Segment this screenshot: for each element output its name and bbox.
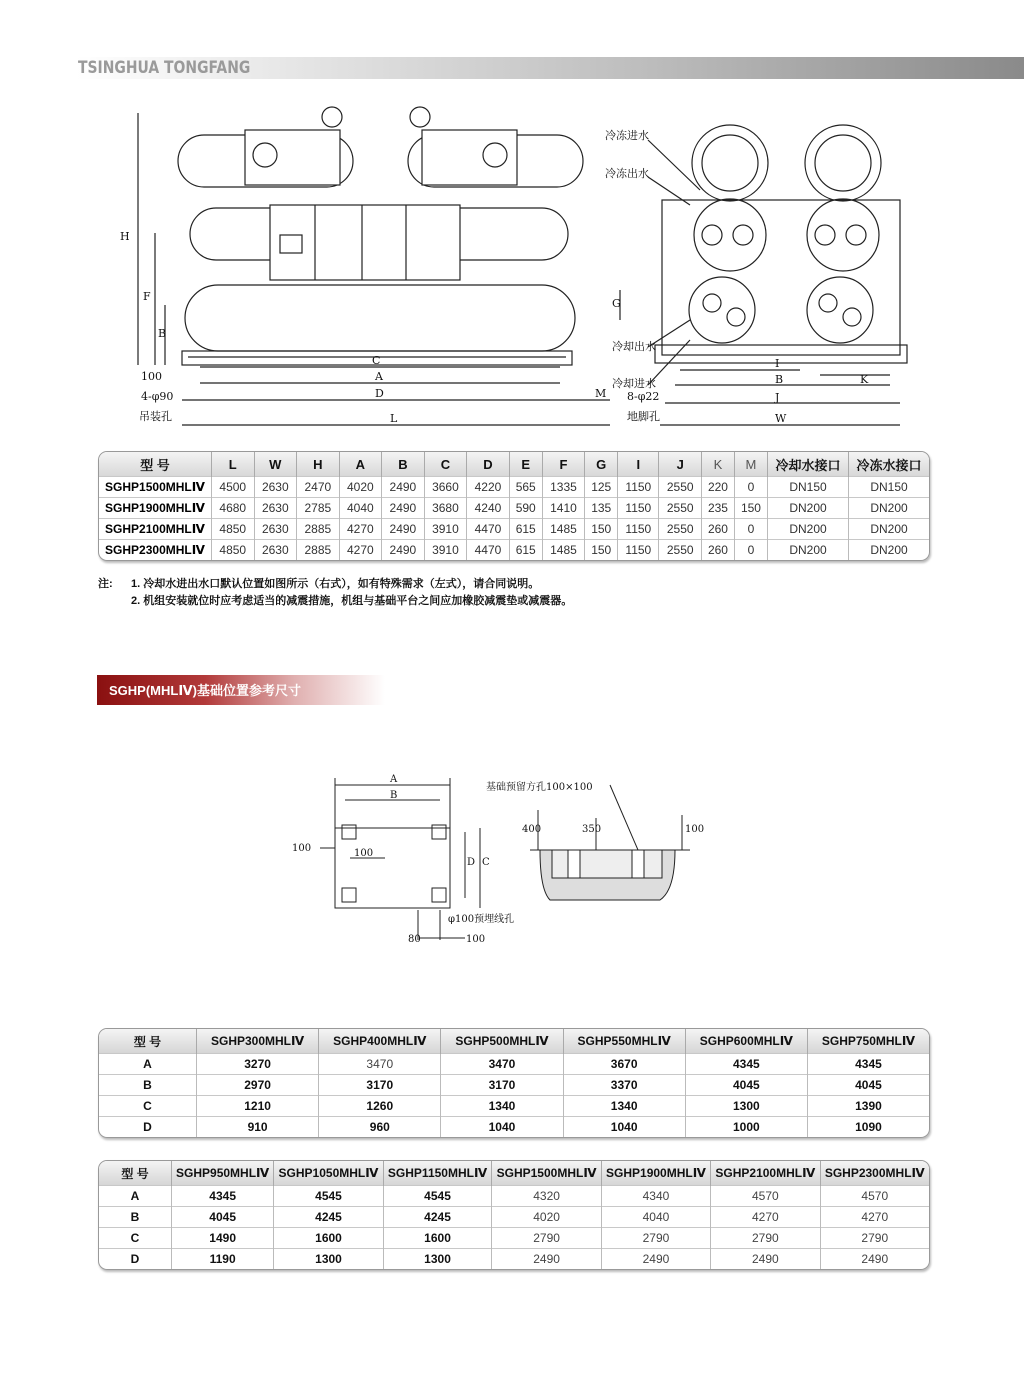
- notes-label: 注:: [98, 578, 113, 590]
- fdn-dim-400: 400: [522, 824, 542, 835]
- table-cell: 4470: [467, 519, 510, 540]
- table-row: [99, 1117, 929, 1138]
- brand-logo: TSINGHUA TONGFANG: [78, 58, 251, 78]
- table-cell: 1490: [172, 1228, 274, 1249]
- table-cell: 3370: [563, 1075, 685, 1096]
- fdn-pit-note: 基础预留方孔100×100: [486, 782, 593, 793]
- table-cell: 3910: [424, 519, 467, 540]
- dim-f: F: [143, 290, 151, 303]
- table-header-row: [99, 1029, 929, 1054]
- table-cell: 615: [509, 519, 542, 540]
- table-cell: 260: [701, 519, 734, 540]
- row-label-cell: SGHP2100MHLⅣ: [99, 519, 212, 540]
- table-cell: 3660: [424, 477, 467, 498]
- row-label-cell: C: [99, 1096, 197, 1117]
- table-cell: 2490: [382, 498, 425, 519]
- table-cell: DN200: [849, 498, 930, 519]
- table-cell: 3470: [441, 1054, 563, 1075]
- table-cell: 1150: [618, 540, 659, 561]
- table-cell: 3470: [319, 1054, 441, 1075]
- th-j: J: [659, 452, 702, 477]
- th-col: SGHP2300MHLⅣ: [820, 1161, 929, 1186]
- table-cell: 260: [701, 540, 734, 561]
- fdn-dim-350: 350: [582, 824, 602, 835]
- note-line-2: 2. 机组安装就位时应考虑适当的减震措施，机组与基础平台之间应加橡胶减震垫或减震器。: [131, 595, 573, 607]
- th-col: SGHP950MHLⅣ: [172, 1161, 274, 1186]
- dim-m: M: [595, 387, 607, 400]
- hole-spec: 4-φ90: [141, 390, 174, 403]
- table-cell: 2630: [254, 540, 297, 561]
- th-col: SGHP550MHLⅣ: [563, 1029, 685, 1054]
- dim-c: C: [372, 354, 381, 367]
- th-g: G: [585, 452, 618, 477]
- table-cell: 4045: [172, 1207, 274, 1228]
- table-cell: DN150: [768, 477, 849, 498]
- table-cell: 1300: [685, 1096, 807, 1117]
- note-line-1: 1. 冷却水进出水口默认位置如图所示（右式），如有特殊需求（左式），请合同说明。: [131, 578, 540, 590]
- table-cell: 0: [734, 477, 767, 498]
- table-cell: 0: [734, 540, 767, 561]
- row-label-cell: A: [99, 1054, 197, 1075]
- row-label-cell: B: [99, 1207, 172, 1228]
- th-col: SGHP1150MHLⅣ: [383, 1161, 492, 1186]
- table-cell: 3270: [197, 1054, 319, 1075]
- table-row: [99, 519, 929, 540]
- th-l: L: [212, 452, 255, 477]
- dim-b: B: [158, 327, 167, 340]
- table-cell: 2490: [711, 1249, 820, 1270]
- th-e: E: [509, 452, 542, 477]
- th-i: I: [618, 452, 659, 477]
- table-cell: 4545: [274, 1186, 383, 1207]
- th-col: SGHP600MHLⅣ: [685, 1029, 807, 1054]
- table-cell: 590: [509, 498, 542, 519]
- table-row: [99, 1096, 929, 1117]
- table-cell: 1300: [274, 1249, 383, 1270]
- fdn-dim-100a: 100: [292, 843, 312, 854]
- table-cell: 4240: [467, 498, 510, 519]
- th-col: SGHP500MHLⅣ: [441, 1029, 563, 1054]
- table-cell: 4545: [383, 1186, 492, 1207]
- table-cell: 4270: [820, 1207, 929, 1228]
- th-k: K: [701, 452, 734, 477]
- th-col: SGHP300MHLⅣ: [197, 1029, 319, 1054]
- table-cell: 150: [734, 498, 767, 519]
- dim-100: 100: [141, 370, 162, 383]
- table-cell: 2550: [659, 540, 702, 561]
- th-f: F: [542, 452, 585, 477]
- th-m: M: [734, 452, 767, 477]
- table-cell: 615: [509, 540, 542, 561]
- table-cell: 1000: [685, 1117, 807, 1138]
- table-cell: 4470: [467, 540, 510, 561]
- table-cell: 1040: [441, 1117, 563, 1138]
- table-cell: 150: [585, 519, 618, 540]
- table-cell: 4040: [601, 1207, 710, 1228]
- table-cell: DN150: [849, 477, 930, 498]
- th-col: SGHP1900MHLⅣ: [601, 1161, 710, 1186]
- dim-d: D: [375, 387, 384, 400]
- foundation-table-2: [98, 1160, 930, 1270]
- table-cell: 235: [701, 498, 734, 519]
- th-b: B: [382, 452, 425, 477]
- dim-g: G: [612, 297, 621, 310]
- table-cell: 4270: [339, 540, 382, 561]
- th-col: SGHP2100MHLⅣ: [711, 1161, 820, 1186]
- row-label-cell: SGHP1500MHLⅣ: [99, 477, 212, 498]
- table-cell: 2490: [492, 1249, 601, 1270]
- chilled-in-label: 冷冻进水: [605, 129, 649, 142]
- table-cell: 2630: [254, 477, 297, 498]
- table-cell: 2885: [297, 540, 340, 561]
- table-cell: 2785: [297, 498, 340, 519]
- table-cell: 4020: [492, 1207, 601, 1228]
- table-cell: 565: [509, 477, 542, 498]
- dim-w: W: [775, 412, 787, 425]
- table-cell: 910: [197, 1117, 319, 1138]
- th-model: 型 号: [99, 1161, 172, 1186]
- table-cell: 4270: [711, 1207, 820, 1228]
- cool-out-label: 冷却出水: [612, 340, 656, 353]
- table-cell: 125: [585, 477, 618, 498]
- row-label-cell: SGHP2300MHLⅣ: [99, 540, 212, 561]
- th-c: C: [424, 452, 467, 477]
- fdn-dim-80: 80: [408, 934, 421, 945]
- table-cell: 1090: [807, 1117, 929, 1138]
- th-col: SGHP750MHLⅣ: [807, 1029, 929, 1054]
- table-cell: 0: [734, 519, 767, 540]
- anchor-spec: 8-φ22: [627, 390, 660, 403]
- table-cell: 2550: [659, 519, 702, 540]
- th-model: 型 号: [99, 452, 212, 477]
- dim-j: J: [775, 391, 780, 404]
- th-d: D: [467, 452, 510, 477]
- table-row: [99, 1249, 929, 1270]
- table-cell: 1335: [542, 477, 585, 498]
- table-cell: 135: [585, 498, 618, 519]
- fdn-dim-c: C: [482, 857, 490, 868]
- dim-k: K: [860, 373, 869, 386]
- th-h: H: [297, 452, 340, 477]
- th-a: A: [339, 452, 382, 477]
- table-cell: 1485: [542, 519, 585, 540]
- dimensions-table: [98, 451, 930, 561]
- table-cell: 3910: [424, 540, 467, 561]
- table-cell: 2630: [254, 498, 297, 519]
- row-label-cell: SGHP1900MHLⅣ: [99, 498, 212, 519]
- table-cell: 4020: [339, 477, 382, 498]
- table-cell: 4345: [172, 1186, 274, 1207]
- table-header-row: [99, 1161, 929, 1186]
- foundation-drawing: [290, 770, 710, 955]
- table-cell: 1150: [618, 477, 659, 498]
- table-row: [99, 498, 929, 519]
- table-header-row: [99, 452, 929, 477]
- row-label-cell: D: [99, 1117, 197, 1138]
- table-cell: 2790: [820, 1228, 929, 1249]
- th-col: SGHP1500MHLⅣ: [492, 1161, 601, 1186]
- foundation-table-1: [98, 1028, 930, 1138]
- table-cell: 2885: [297, 519, 340, 540]
- table-row: [99, 1207, 929, 1228]
- table-row: [99, 1075, 929, 1096]
- table-cell: 1040: [563, 1117, 685, 1138]
- table-cell: 3170: [319, 1075, 441, 1096]
- chilled-out-label: 冷冻出水: [605, 167, 649, 180]
- table-cell: 2490: [601, 1249, 710, 1270]
- table-cell: 3170: [441, 1075, 563, 1096]
- th-col: SGHP400MHLⅣ: [319, 1029, 441, 1054]
- th-w: W: [254, 452, 297, 477]
- anchor-label: 地脚孔: [627, 410, 660, 423]
- table-cell: 4245: [274, 1207, 383, 1228]
- table-row: [99, 477, 929, 498]
- table-cell: 4570: [711, 1186, 820, 1207]
- table-cell: 2550: [659, 498, 702, 519]
- th-model: 型 号: [99, 1029, 197, 1054]
- table-cell: 1210: [197, 1096, 319, 1117]
- table-cell: DN200: [849, 519, 930, 540]
- row-label-cell: C: [99, 1228, 172, 1249]
- table-cell: 2490: [382, 519, 425, 540]
- table-cell: DN200: [768, 498, 849, 519]
- table-cell: DN200: [768, 540, 849, 561]
- table-cell: 2790: [492, 1228, 601, 1249]
- table-cell: 4850: [212, 519, 255, 540]
- dim-a: A: [375, 370, 383, 383]
- th-cooling-port: 冷却水接口: [768, 452, 849, 477]
- fdn-dim-100c: 100: [466, 934, 486, 945]
- table-cell: 2490: [820, 1249, 929, 1270]
- table-cell: 4500: [212, 477, 255, 498]
- table-cell: 960: [319, 1117, 441, 1138]
- lift-hole-label: 吊装孔: [139, 410, 172, 423]
- table-cell: 1485: [542, 540, 585, 561]
- dim-b-side: B: [775, 373, 784, 386]
- table-row: [99, 540, 929, 561]
- table-cell: 4270: [339, 519, 382, 540]
- table-row: [99, 1054, 929, 1075]
- table-cell: 2490: [382, 477, 425, 498]
- table-cell: 1190: [172, 1249, 274, 1270]
- table-cell: 4040: [339, 498, 382, 519]
- table-cell: 1150: [618, 498, 659, 519]
- dim-i: I: [775, 357, 780, 370]
- table-cell: 1340: [441, 1096, 563, 1117]
- table-cell: 4245: [383, 1207, 492, 1228]
- table-cell: 2470: [297, 477, 340, 498]
- table-cell: 1260: [319, 1096, 441, 1117]
- table-cell: 3670: [563, 1054, 685, 1075]
- th-col: SGHP1050MHLⅣ: [274, 1161, 383, 1186]
- table-cell: 2790: [601, 1228, 710, 1249]
- fdn-dim-100b: 100: [354, 848, 374, 859]
- table-row: [99, 1228, 929, 1249]
- dim-h: H: [120, 230, 130, 243]
- row-label-cell: D: [99, 1249, 172, 1270]
- table-cell: 2630: [254, 519, 297, 540]
- section-title: SGHP(MHLⅣ)基础位置参考尺寸: [109, 683, 301, 698]
- table-cell: DN200: [849, 540, 930, 561]
- table-cell: 2790: [711, 1228, 820, 1249]
- fdn-dim-d: D: [467, 857, 476, 868]
- table-cell: 1600: [274, 1228, 383, 1249]
- section-heading: [97, 675, 457, 705]
- table-cell: 1150: [618, 519, 659, 540]
- dim-l: L: [390, 412, 398, 425]
- table-cell: 4345: [807, 1054, 929, 1075]
- cool-in-label: 冷却进水: [612, 377, 656, 390]
- table-cell: 4045: [807, 1075, 929, 1096]
- table-cell: 2970: [197, 1075, 319, 1096]
- unit-drawing: [100, 95, 930, 440]
- table-cell: 1600: [383, 1228, 492, 1249]
- table-cell: 4680: [212, 498, 255, 519]
- table-cell: 4045: [685, 1075, 807, 1096]
- table-cell: 4340: [601, 1186, 710, 1207]
- row-label-cell: A: [99, 1186, 172, 1207]
- row-label-cell: B: [99, 1075, 197, 1096]
- th-chilled-port: 冷冻水接口: [849, 452, 930, 477]
- table-cell: 220: [701, 477, 734, 498]
- table-cell: 3680: [424, 498, 467, 519]
- table-cell: 150: [585, 540, 618, 561]
- table-cell: 4850: [212, 540, 255, 561]
- table-cell: DN200: [768, 519, 849, 540]
- table-cell: 4345: [685, 1054, 807, 1075]
- fdn-dim-b: B: [390, 790, 398, 801]
- table-cell: 2550: [659, 477, 702, 498]
- table-cell: 2490: [382, 540, 425, 561]
- table-cell: 1410: [542, 498, 585, 519]
- table-cell: 4320: [492, 1186, 601, 1207]
- table-cell: 1340: [563, 1096, 685, 1117]
- table-cell: 4220: [467, 477, 510, 498]
- table-cell: 4570: [820, 1186, 929, 1207]
- table-row: [99, 1186, 929, 1207]
- table-cell: 1300: [383, 1249, 492, 1270]
- fdn-dim-100d: 100: [685, 824, 705, 835]
- table-cell: 1390: [807, 1096, 929, 1117]
- fdn-hole-note: φ100预埋线孔: [448, 914, 515, 925]
- fdn-dim-a: A: [390, 774, 398, 785]
